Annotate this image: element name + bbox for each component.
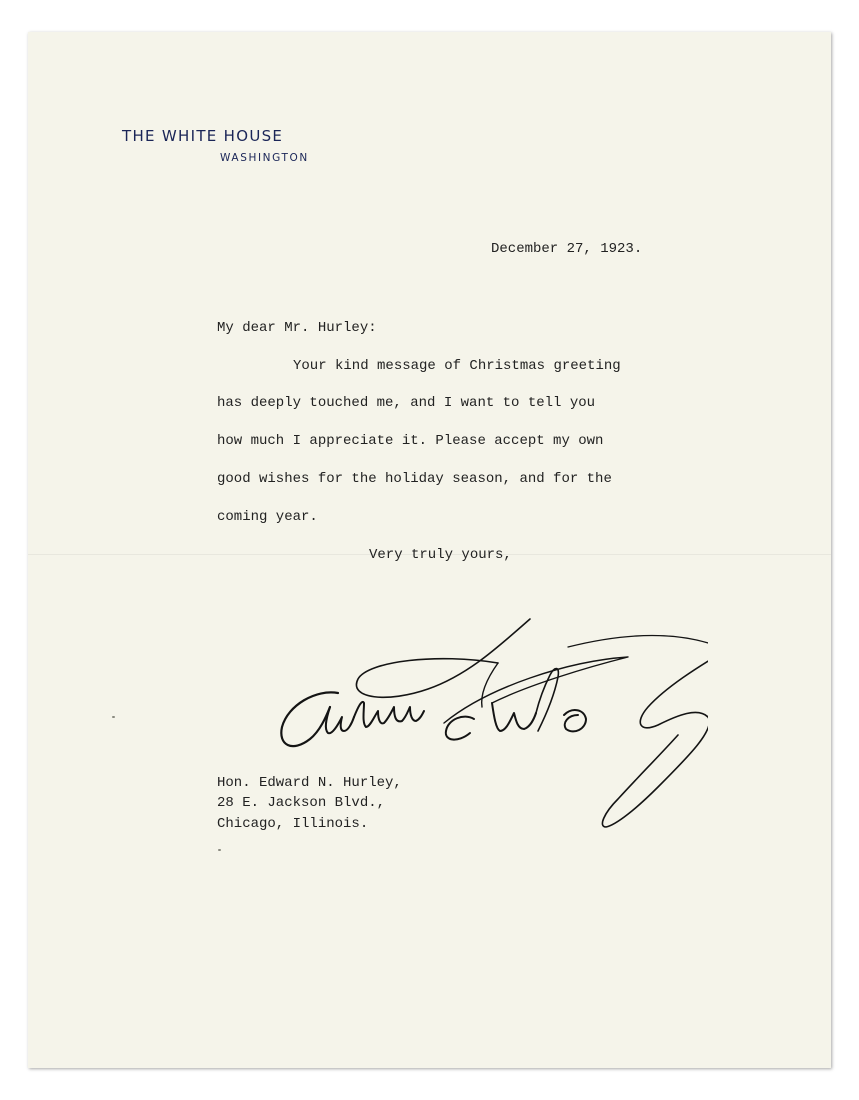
letter-date: December 27, 1923. (491, 241, 643, 257)
letterhead-title: THE WHITE HOUSE (122, 127, 284, 145)
paper-speck (218, 849, 221, 851)
paper-speck (112, 716, 115, 718)
letterhead-location: WASHINGTON (220, 152, 309, 164)
letter-closing: Very truly yours, (369, 547, 512, 563)
letter-salutation: My dear Mr. Hurley: (217, 320, 377, 336)
letter-body-line: Your kind message of Christmas greeting (293, 358, 621, 374)
recipient-line: Hon. Edward N. Hurley, (217, 775, 402, 791)
letter-body-line: has deeply touched me, and I want to tell you (217, 395, 596, 411)
letter-body-line: coming year. (217, 509, 318, 525)
recipient-line: 28 E. Jackson Blvd., (217, 795, 386, 811)
letter-body-line: good wishes for the holiday season, and for the (217, 471, 612, 487)
recipient-line: Chicago, Illinois. (217, 816, 369, 832)
letter-page (28, 32, 831, 1068)
letter-body-line: how much I appreciate it. Please accept my own (217, 433, 604, 449)
